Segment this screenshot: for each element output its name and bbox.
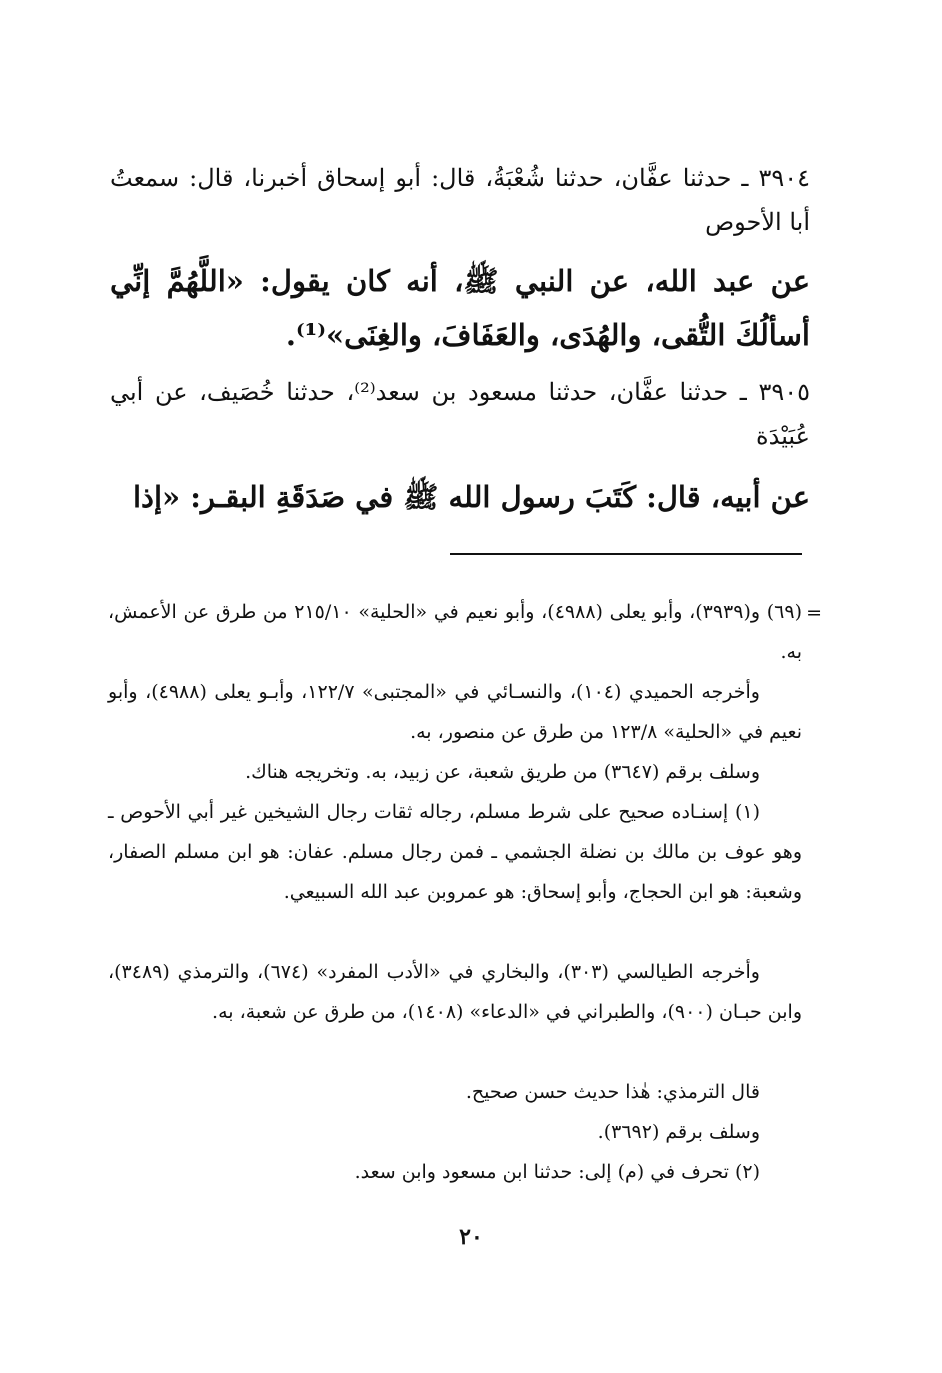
footnote-takhrij-1: وأخرجه الحميدي (١٠٤)، والنسـائي في «المجتبى» ١٢٢/٧، وأبـو يعلى (٤٩٨٨)، وأبو نعيم في «الحلية» ١٢٣/٨ من طرق عن منصور، به. <box>108 681 802 743</box>
footnote-separator <box>450 553 802 555</box>
hadith-3905-matn: عن أبيه، قال: كَتَبَ رسول الله ﷺ في صَدَقَةِ البقـر: «إذا <box>132 480 810 514</box>
continuation-marker: = <box>806 602 822 624</box>
page-number: ٢٠ <box>459 1224 483 1250</box>
hadith-3904-matn: عن عبد الله، عن النبي ﷺ، أنه كان يقول: «اللَّهُمَّ إنِّي أسألُكَ التُّقى، والهُدَى، والعَفَافَ، والغِنَى»⁽¹⁾. <box>110 264 810 352</box>
footnote-continuation: (٦٩) و(٣٩٣٩)، وأبو يعلى (٤٩٨٨)، وأبو نعيم في «الحلية» ٢١٥/١٠ من طرق عن الأعمش، به. <box>108 601 802 663</box>
footnote-1: (١) إسنـاده صحيح على شرط مسلم، رجاله ثقات رجال الشيخين غير أبي الأحوص ـ وهو عوف بن مالك بن نضلة الجشمي ـ فمن رجال مسلم. عفان: هو ابن مسلم الصفار، وشعبة: هو ابن الحجاج، وأبو إسحاق: هو عمروبن عبد الله السبيعي. <box>108 801 802 903</box>
footnote-tirmidhi: قال الترمذي: هٰذا حديث حسن صحيح. <box>465 1081 760 1103</box>
hadith-3905-isnad: ٣٩٠٥ ـ حدثنا عفَّان، حدثنا مسعود بن سعد⁽²⁾، حدثنا خُصَيف، عن أبي عُبَيْدَة <box>110 378 810 450</box>
footnote-salaf-1: وسلف برقم (٣٦٤٧) من طريق شعبة، عن زبيد، به. وتخريجه هناك. <box>245 761 760 783</box>
footnote-salaf-2: وسلف برقم (٣٦٩٢). <box>597 1121 760 1143</box>
footnote-takhrij-2: وأخرجه الطيالسي (٣٠٣)، والبخاري في «الأدب المفرد» (٦٧٤)، والترمذي (٣٤٨٩)، وابن حبـان (٩٠٠)، والطبراني في «الدعاء» (١٤٠٨)، من طرق عن شعبة، به. <box>108 961 802 1023</box>
hadith-3904-isnad: ٣٩٠٤ ـ حدثنا عفَّان، حدثنا شُعْبَةُ، قال: أبو إسحاق أخبرنا، قال: سمعتُ أبا الأحوص <box>110 164 810 236</box>
footnote-2: (٢) تحرف في (م) إلى: حدثنا ابن مسعود وابن سعد. <box>354 1161 760 1183</box>
